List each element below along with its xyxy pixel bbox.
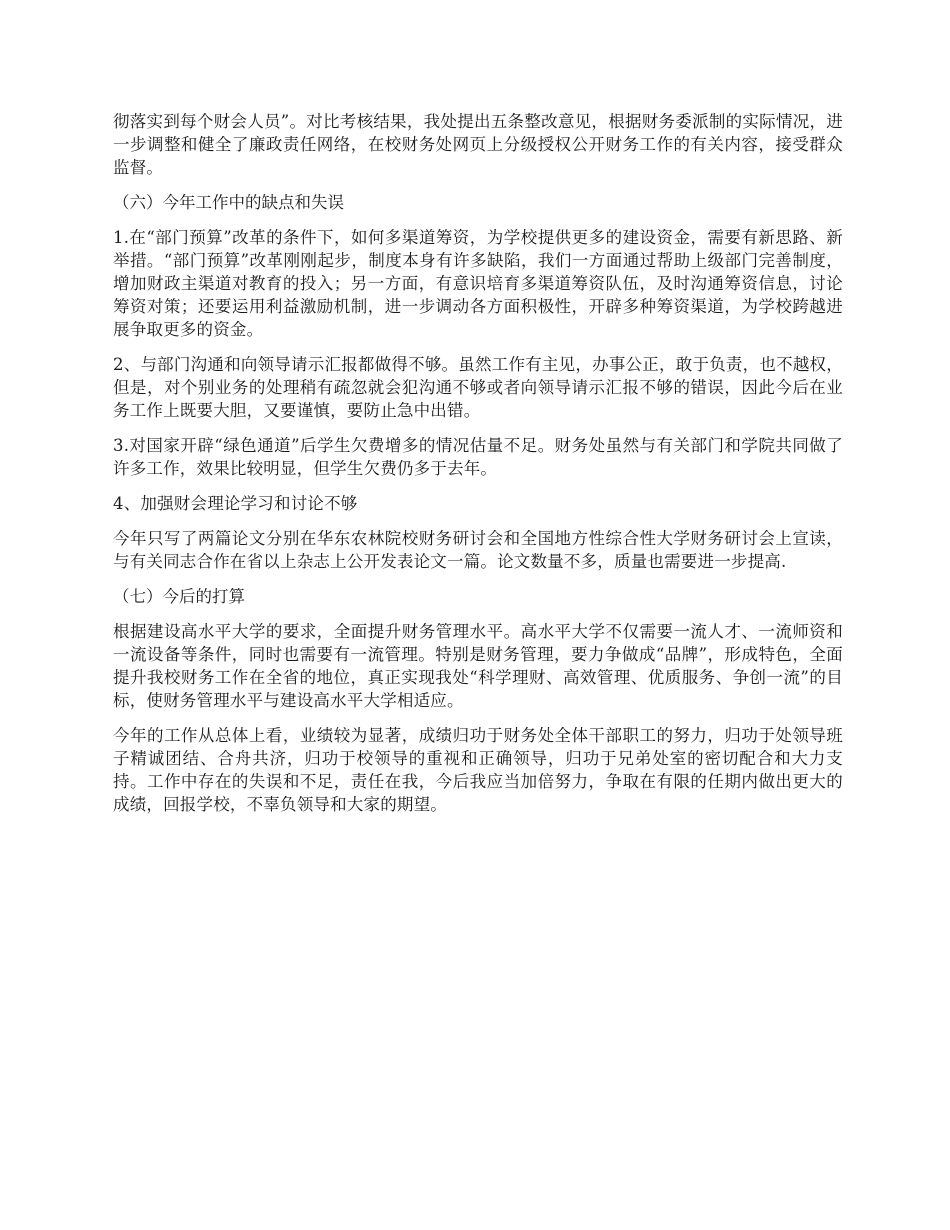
section-seven-heading: （七）今后的打算 [113, 587, 245, 606]
shortcoming-4-heading: 4、加强财会理论学习和讨论不够 [113, 494, 358, 513]
future-plan-paragraph: 根据建设高水平大学的要求，全面提升财务管理水平。高水平大学不仅需要一流人才、一流师资和一流设备等条件，同时也需要有一流管理。特别是财务管理，要力争做成“品牌”，形成特色，全面提升我校财务工作在全省的地位，真正实现我处“科学理财、高效管理、优质服务、争创一流”的目标，使财务管理水平与建设高水平大学相适应。 [113, 622, 843, 710]
shortcoming-1-paragraph: 1.在“部门预算”改革的条件下，如何多渠道筹资，为学校提供更多的建设资金，需要有新思路、新举措。“部门预算”改革刚刚起步，制度本身有许多缺陷，我们一方面通过帮助上级部门完善制度，增加财政主渠道对教育的投入；另一方面，有意识培育多渠道筹资队伍，及时沟通筹资信息，讨论筹资对策；还要运用利益激励机制，进一步调动各方面积极性，开辟多种筹资渠道，为学校跨越进展争取更多的资金。 [113, 228, 843, 339]
conclusion-paragraph: 今年的工作从总体上看，业绩较为显著，成绩归功于财务处全体干部职工的努力，归功于处领导班子精诚团结、合舟共济，归功于校领导的重视和正确领导，归功于兄弟处室的密切配合和大力支持。工作中存在的失误和不足，责任在我，今后我应当加倍努力，争取在有限的任期内做出更大的成绩，回报学校，不辜负领导和大家的期望。 [113, 726, 843, 814]
intro-continuation-paragraph: 彻落实到每个财会人员”。对比考核结果，我处提出五条整改意见，根据财务委派制的实际情况，进一步调整和健全了廉政责任网络，在校财务处网页上分级授权公开财务工作的有关内容，接受群众监督。 [113, 112, 843, 177]
document-page [113, 110, 843, 828]
section-six-heading: （六）今年工作中的缺点和失误 [113, 193, 344, 212]
shortcoming-3-paragraph: 3.对国家开辟“绿色通道”后学生欠费增多的情况估量不足。财务处虽然与有关部门和学院共同做了许多工作，效果比较明显，但学生欠费仍多于去年。 [113, 436, 843, 478]
shortcoming-4-paragraph: 今年只写了两篇论文分别在华东农林院校财务研讨会和全国地方性综合性大学财务研讨会上宣读，与有关同志合作在省以上杂志上公开发表论文一篇。论文数量不多，质量也需要进一步提高. [113, 529, 843, 571]
shortcoming-2-paragraph: 2、与部门沟通和向领导请示汇报都做得不够。虽然工作有主见，办事公正，敢于负责，也不越权，但是，对个别业务的处理稍有疏忽就会犯沟通不够或者向领导请示汇报不够的错误，因此今后在业务工作上既要大胆，又要谨慎，要防止急中出错。 [113, 355, 843, 420]
